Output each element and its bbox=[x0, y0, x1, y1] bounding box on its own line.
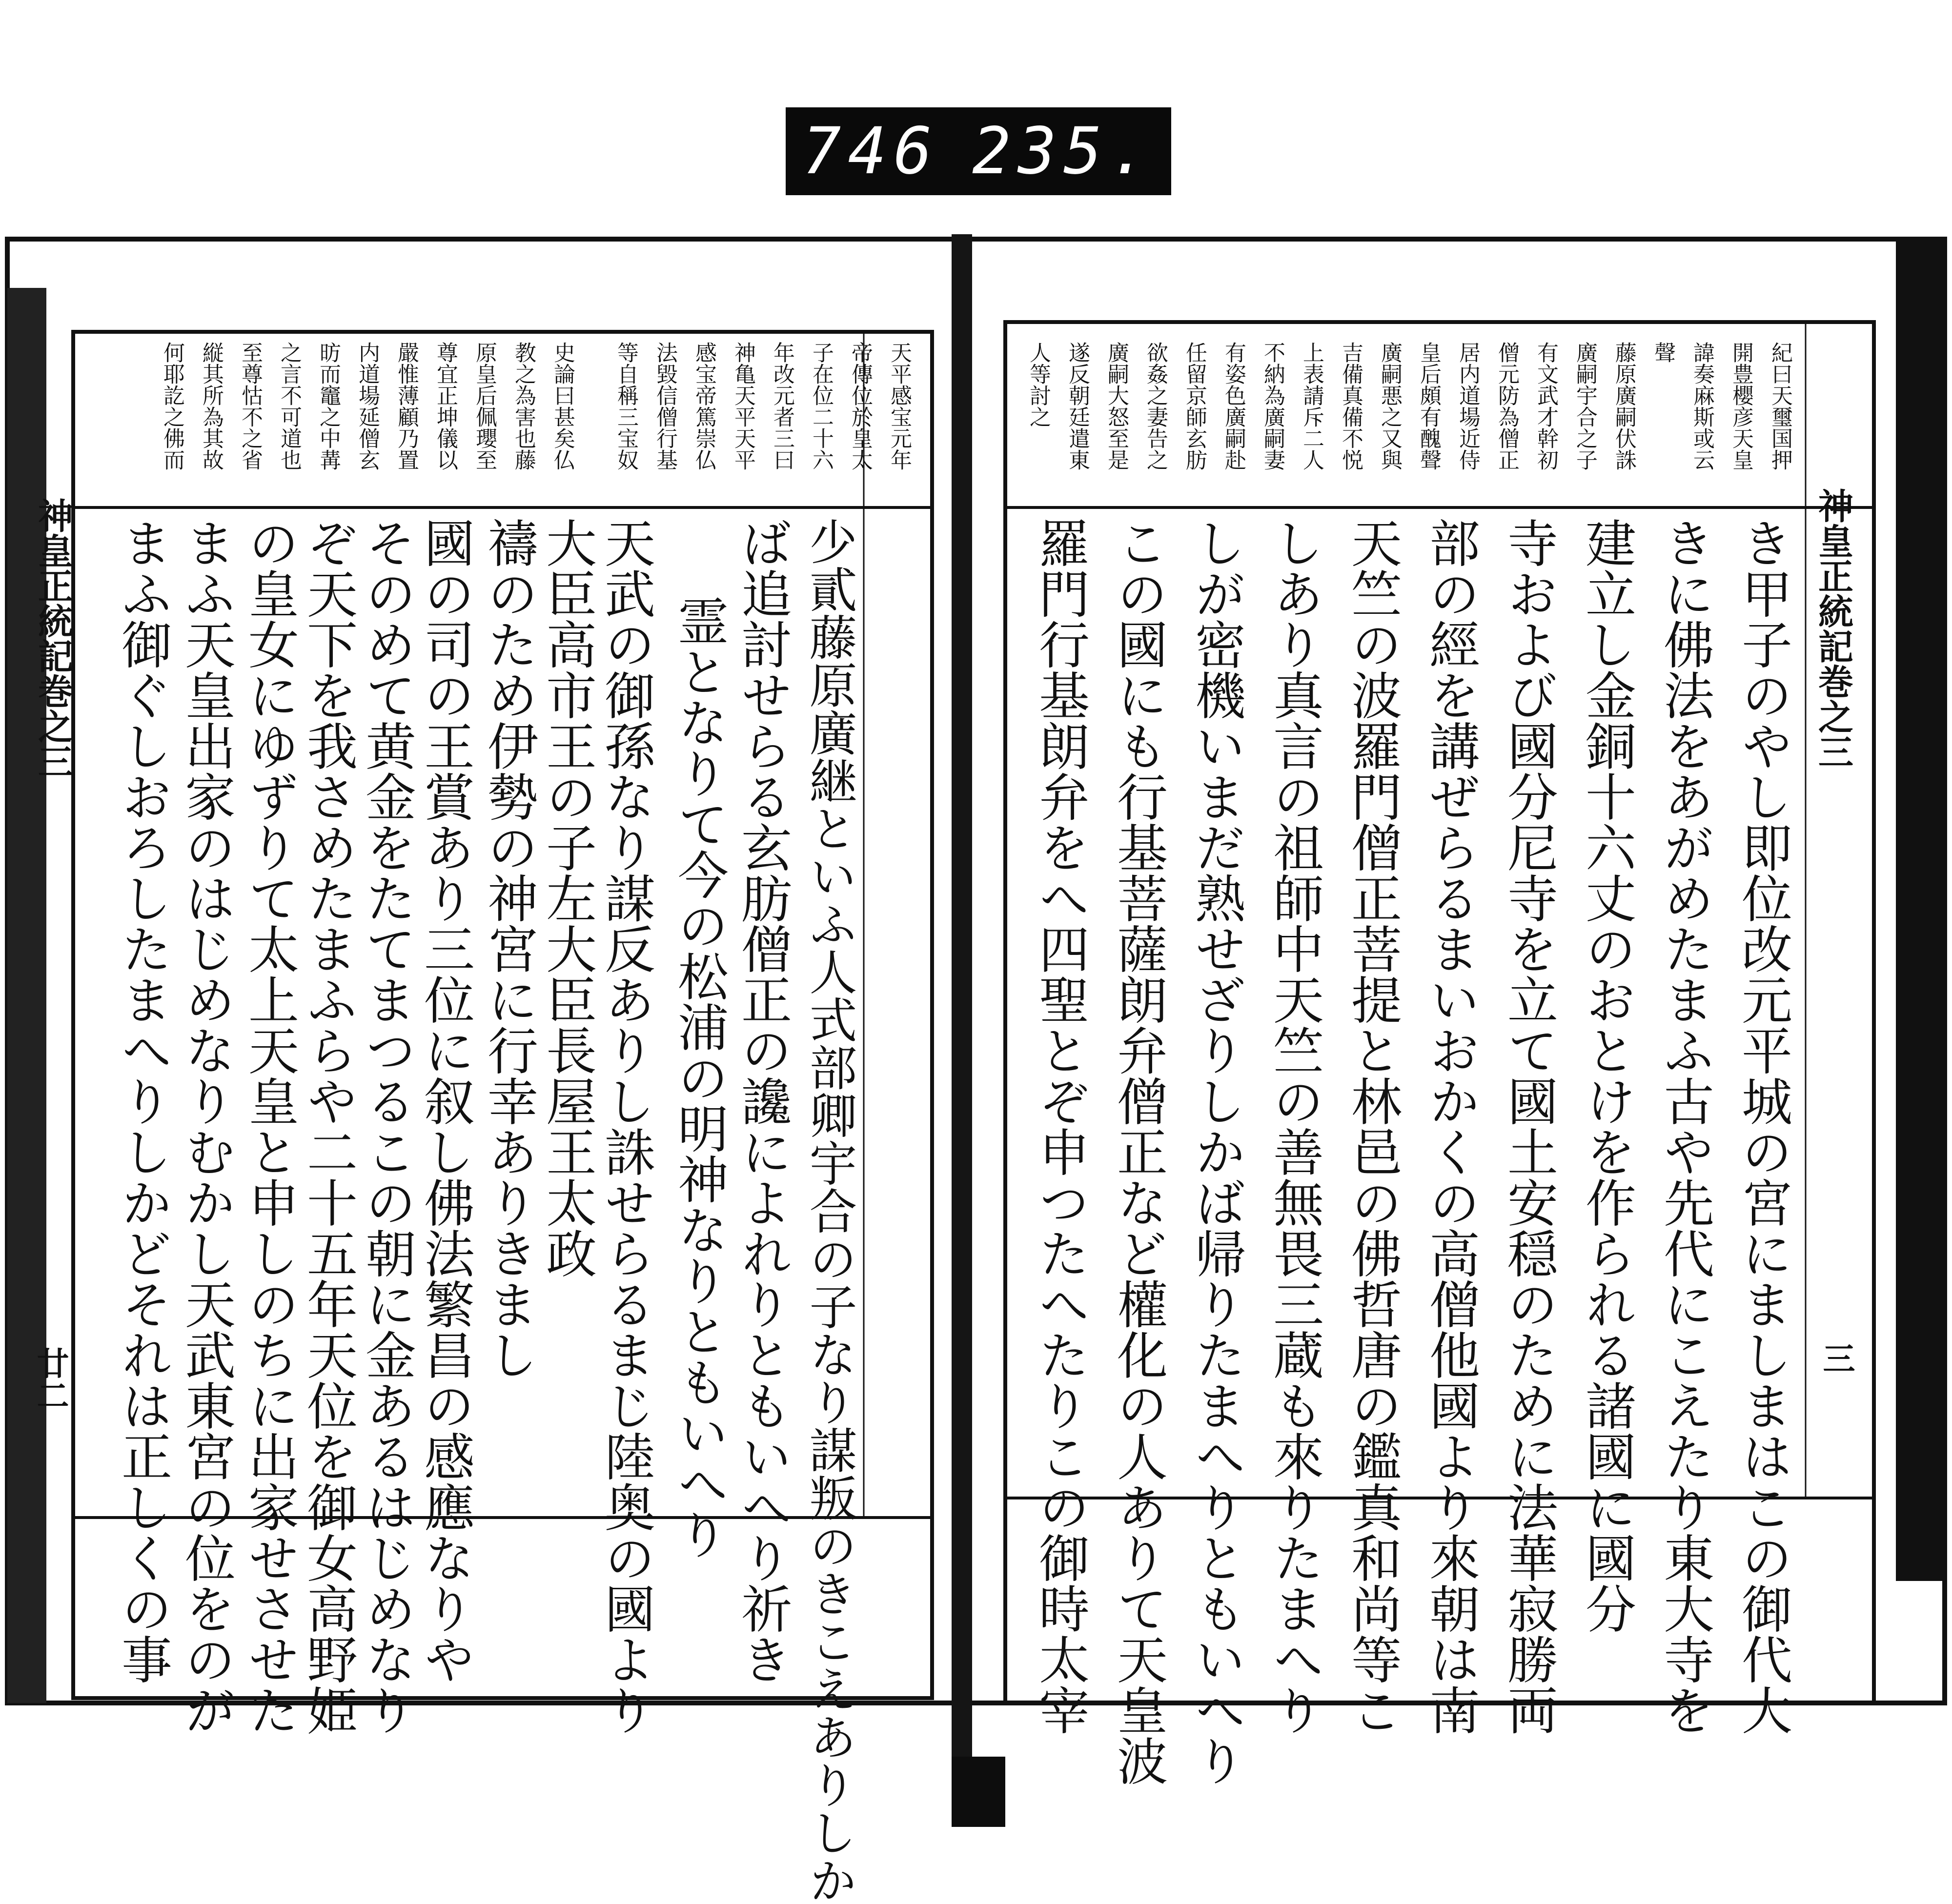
right-note-line: 吉備真備不悦 bbox=[1338, 342, 1363, 470]
right-note-line: 居内道場近侍 bbox=[1455, 342, 1480, 470]
right-note-line: 人等討之 bbox=[1026, 342, 1051, 427]
left-text-line: まふ御ぐしおろしたまへりしかどそれは正しくの事 bbox=[113, 517, 172, 1684]
left-text-line: ぞ天下を我さめたまふらや二十五年天位を御女高野姫 bbox=[298, 517, 358, 1735]
left-text-line: そのめて黄金をたてまつるこの朝に金あるはじめなり bbox=[357, 517, 416, 1735]
right-text-line: きに佛法をあがめたまふ古や先代にこえたり東大寺を bbox=[1655, 517, 1714, 1735]
binding-foot bbox=[952, 1757, 1005, 1827]
call-number-right: 235. bbox=[972, 114, 1155, 189]
right-note-line: 任留京師玄肪 bbox=[1182, 342, 1207, 470]
left-text-line: 霊となりて今の松浦の明神なりともいへり bbox=[669, 595, 729, 1560]
call-number-label bbox=[786, 107, 1171, 195]
left-text-line: 天武の御孫なり謀反ありし誅せらるまじ陸奥の國より bbox=[596, 517, 655, 1735]
right-note-line: 欲姦之妻告之 bbox=[1143, 342, 1168, 470]
left-text-line: 大臣高市王の子左大臣長屋王太政 bbox=[537, 517, 597, 1278]
right-text-line: き甲子のやし即位改元平城の宮にましまはこの御代大 bbox=[1733, 517, 1792, 1735]
left-note-line: 年改元者三曰 bbox=[770, 342, 794, 470]
right-text-line: しあり真言の祖師中天竺の善無畏三蔵も來りたまへり bbox=[1264, 517, 1324, 1735]
right-text-line: 部の經を講ぜらるまいおかくの高僧他國より來朝は南 bbox=[1421, 517, 1480, 1735]
right-edge-strip bbox=[1896, 239, 1945, 1581]
right-text-line: 羅門行基朗弁をへ四聖とぞ申つたへたりこの御時太宰 bbox=[1030, 517, 1090, 1735]
left-note-line: 尊宜正坤儀以 bbox=[433, 342, 458, 470]
left-note-line: 何耶訖之佛而 bbox=[160, 342, 184, 470]
right-note-line: 僧元防為僧正 bbox=[1494, 342, 1519, 470]
right-text-line: この國にも行基菩薩朗弁僧正など權化の人ありて天皇波 bbox=[1108, 517, 1168, 1786]
right-note-line: 廣嗣宇合之子 bbox=[1572, 342, 1597, 470]
left-note-line: 感宝帝篤崇仏 bbox=[691, 342, 716, 470]
left-text-line: 少貳藤原廣継といふ人式部卿宇合の子なり謀叛のきこえありしか bbox=[801, 517, 857, 1904]
right-page-number: 三 bbox=[1817, 1342, 1855, 1374]
left-note-line: 帝傳位於皇太 bbox=[848, 342, 873, 470]
left-note-line: 之言不可道也 bbox=[277, 342, 302, 470]
left-note-line: 神亀天平天平 bbox=[731, 342, 755, 470]
right-note-line: 上表請斥二人 bbox=[1299, 342, 1324, 470]
right-text-line: 天竺の波羅門僧正菩提と林邑の佛哲唐の鑑真和尚等こ bbox=[1342, 517, 1402, 1735]
right-note-line: 有文武才幹初 bbox=[1533, 342, 1558, 470]
right-note-line: 不納為廣嗣妻 bbox=[1260, 342, 1285, 470]
left-note-line: 天平感宝元年 bbox=[887, 342, 912, 470]
left-note-line: 教之為害也藤 bbox=[511, 342, 536, 470]
left-text-line: 禱のため伊勢の神宮に行幸ありきまし bbox=[479, 517, 538, 1380]
right-text-line: 寺および國分尼寺を立て國土安穏のために法華寂勝両 bbox=[1499, 517, 1558, 1735]
right-page-title: 神皇正統記巻之三 bbox=[1812, 488, 1854, 769]
right-note-line: 紀曰天璽国押 bbox=[1768, 342, 1792, 470]
left-note-line: 縦其所為其故 bbox=[199, 342, 224, 470]
left-note-line: 法毀信僧行基 bbox=[652, 342, 677, 470]
right-text-line: 建立し金銅十六丈のおとけを作られる諸國に國分 bbox=[1577, 517, 1636, 1634]
right-note-line: 藤原廣嗣伏誅 bbox=[1611, 342, 1636, 470]
left-text-line: まふ天皇出家のはじめなりむかし天武東宮の位をのが bbox=[176, 517, 236, 1735]
right-text-line: しが密機いまだ熟せざりしかば帰りたまへりともいへり bbox=[1186, 517, 1246, 1786]
right-note-line: 聲 bbox=[1650, 342, 1675, 363]
left-note-line: 原皇后佩瓔至 bbox=[472, 342, 497, 470]
left-page-number: 廿二 bbox=[31, 1347, 69, 1411]
left-text-line: の皇女にゆずりて太上天皇と申しのちに出家せさせた bbox=[240, 517, 299, 1735]
left-note-line: 至尊怙不之省 bbox=[238, 342, 263, 470]
left-note-line: 嚴惟薄顧乃置 bbox=[394, 342, 419, 470]
right-note-line: 諱奏麻斯或云 bbox=[1689, 342, 1714, 470]
call-number-left: 746 bbox=[802, 114, 939, 189]
left-note-line: 等自稱三宝奴 bbox=[613, 342, 638, 470]
right-note-line: 皇后頗有醜聲 bbox=[1416, 342, 1441, 470]
right-note-line: 遂反朝廷遣東 bbox=[1065, 342, 1090, 470]
left-page-title: 神皇正統記巻之三 bbox=[32, 498, 74, 779]
left-note-line: 昉而竈之中冓 bbox=[316, 342, 341, 470]
right-note-line: 廣嗣大怒至是 bbox=[1104, 342, 1129, 470]
left-note-line: 子在位二十六 bbox=[809, 342, 834, 470]
right-note-line: 開豊櫻彦天皇 bbox=[1728, 342, 1753, 470]
left-note-line: 内道場延僧玄 bbox=[355, 342, 380, 470]
left-text-line: 國の司の王賞あり三位に叙し佛法繁昌の感應なりや bbox=[415, 517, 475, 1684]
binding-strip bbox=[952, 234, 972, 1827]
left-text-line: ば追討せらる玄肪僧正の讒によれりともいへり祈き bbox=[732, 517, 792, 1684]
left-note-line: 史論曰甚矣仏 bbox=[550, 342, 575, 470]
right-note-line: 有姿色廣嗣赴 bbox=[1221, 342, 1246, 470]
right-note-line: 廣嗣悪之又與 bbox=[1377, 342, 1402, 470]
